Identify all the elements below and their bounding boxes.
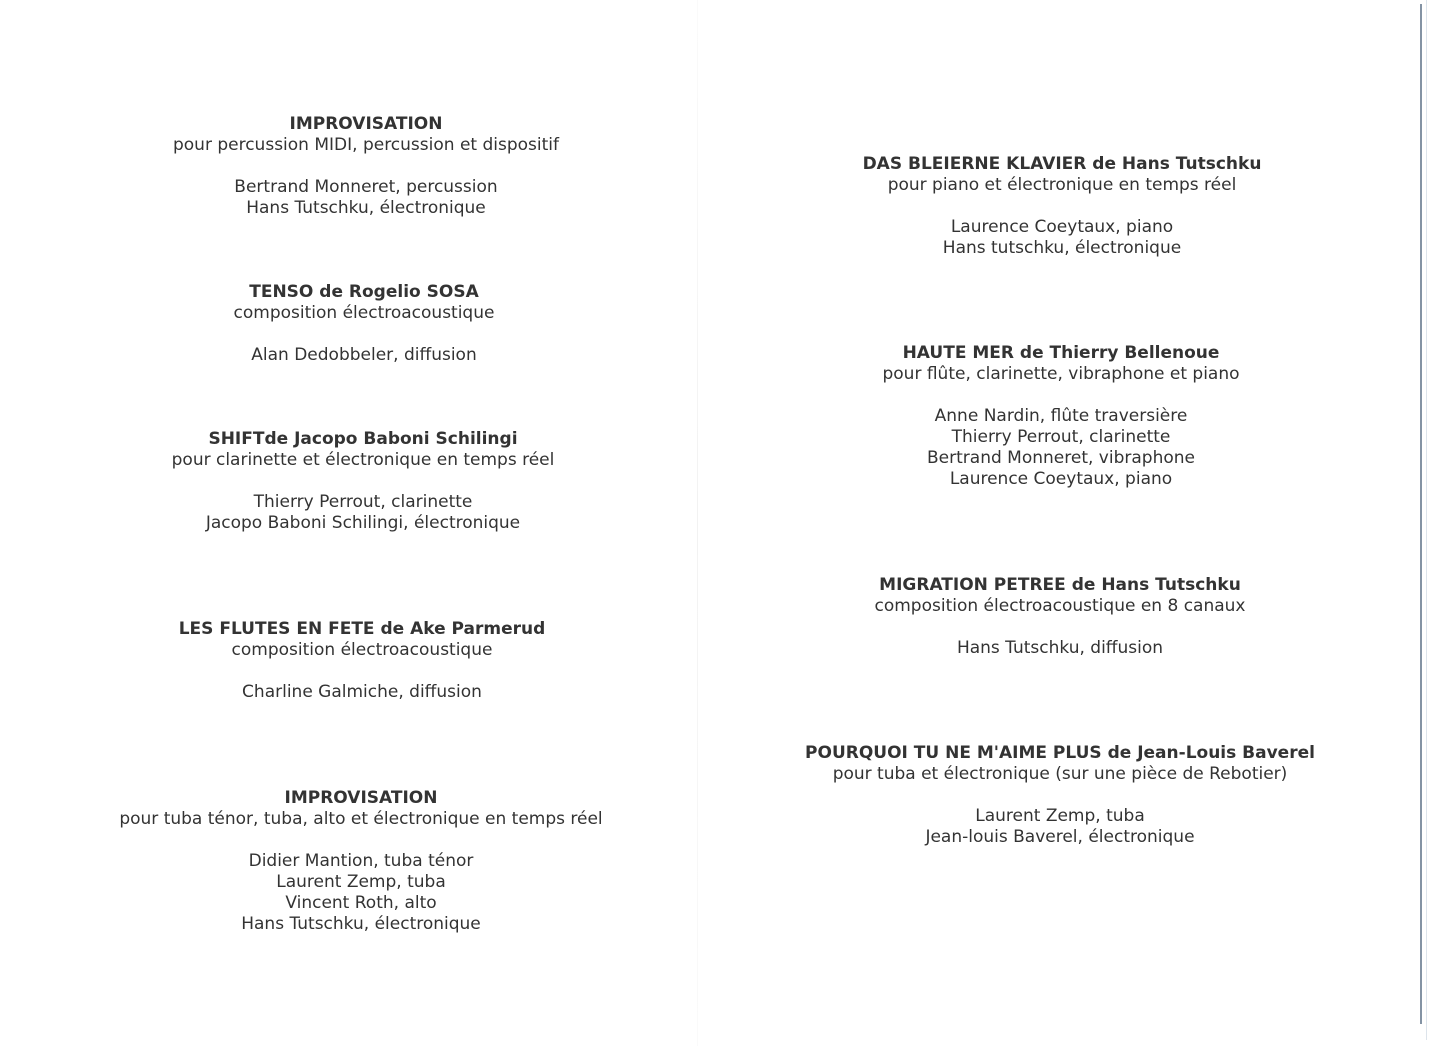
- performer: Anne Nardin, flûte traversière: [934, 406, 1188, 426]
- piece-title: HAUTE MER de Thierry Bellenoue: [902, 343, 1220, 363]
- piece-title: IMPROVISATION: [289, 114, 443, 134]
- performer: Thierry Perrout, clarinette: [951, 427, 1171, 447]
- piece-instrumentation: pour flûte, clarinette, vibraphone et piano: [882, 364, 1240, 384]
- performer: Bertrand Monneret, vibraphone: [927, 448, 1195, 468]
- program-entry: [740, 743, 1380, 848]
- piece-title: TENSO de Rogelio SOSA: [249, 282, 479, 302]
- performer-list: [64, 345, 664, 366]
- performer-list: [740, 638, 1380, 659]
- page-fold: [697, 0, 698, 1046]
- piece-instrumentation: composition électroacoustique: [233, 303, 495, 323]
- performer: Thierry Perrout, clarinette: [253, 492, 473, 512]
- performer-list: [742, 217, 1382, 259]
- performer: Charline Galmiche, diffusion: [242, 682, 482, 702]
- piece-instrumentation: pour percussion MIDI, percussion et dispositif: [172, 135, 559, 155]
- program-entry: [740, 575, 1380, 659]
- performer: Didier Mantion, tuba ténor: [248, 851, 474, 871]
- program-entry: [61, 788, 661, 935]
- performer: Laurent Zemp, tuba: [276, 872, 446, 892]
- performer-list: [740, 806, 1380, 848]
- piece-title: DAS BLEIERNE KLAVIER de Hans Tutschku: [862, 154, 1262, 174]
- performer: Hans Tutschku, électronique: [246, 198, 486, 218]
- piece-instrumentation: pour piano et électronique en temps réel: [887, 175, 1237, 195]
- piece-title: LES FLUTES EN FETE de Ake Parmerud: [178, 619, 546, 639]
- piece-instrumentation: pour tuba ténor, tuba, alto et électronique en temps réel: [119, 809, 603, 829]
- program-entry: [741, 343, 1381, 490]
- performer: Laurence Coeytaux, piano: [950, 217, 1174, 237]
- piece-title: POURQUOI TU NE M'AIME PLUS de Jean-Louis Baverel: [805, 743, 1315, 763]
- program-entry: [742, 154, 1382, 259]
- performer: Jean-louis Baverel, électronique: [925, 827, 1195, 847]
- performer-list: [741, 406, 1381, 490]
- performer-list: [66, 177, 666, 219]
- piece-title: SHIFTde Jacopo Baboni Schilingi: [208, 429, 518, 449]
- piece-instrumentation: composition électroacoustique: [231, 640, 493, 660]
- piece-instrumentation: pour clarinette et électronique en temps réel: [171, 450, 555, 470]
- program-entry: [63, 429, 663, 534]
- program-entry: [64, 282, 664, 366]
- page-edge-shadow: [1426, 0, 1427, 1040]
- performer-list: [63, 492, 663, 534]
- performer: Jacopo Baboni Schilingi, électronique: [205, 513, 521, 533]
- piece-title: MIGRATION PETREE de Hans Tutschku: [879, 575, 1241, 595]
- piece-instrumentation: composition électroacoustique en 8 canaux: [874, 596, 1246, 616]
- performer: Laurent Zemp, tuba: [975, 806, 1145, 826]
- performer: Alan Dedobbeler, diffusion: [251, 345, 477, 365]
- performer-list: [62, 682, 662, 703]
- piece-title: IMPROVISATION: [284, 788, 438, 808]
- performer: Hans Tutschku, électronique: [241, 914, 481, 934]
- performer: Vincent Roth, alto: [285, 893, 437, 913]
- program-entry: [66, 114, 666, 219]
- performer: Bertrand Monneret, percussion: [234, 177, 498, 197]
- program-entry: [62, 619, 662, 703]
- performer: Laurence Coeytaux, piano: [949, 469, 1173, 489]
- performer: Hans Tutschku, diffusion: [956, 638, 1164, 658]
- performer: Hans tutschku, électronique: [942, 238, 1182, 258]
- performer-list: [61, 851, 661, 935]
- piece-instrumentation: pour tuba et électronique (sur une pièce de Rebotier): [832, 764, 1288, 784]
- page-edge: [1420, 4, 1422, 1024]
